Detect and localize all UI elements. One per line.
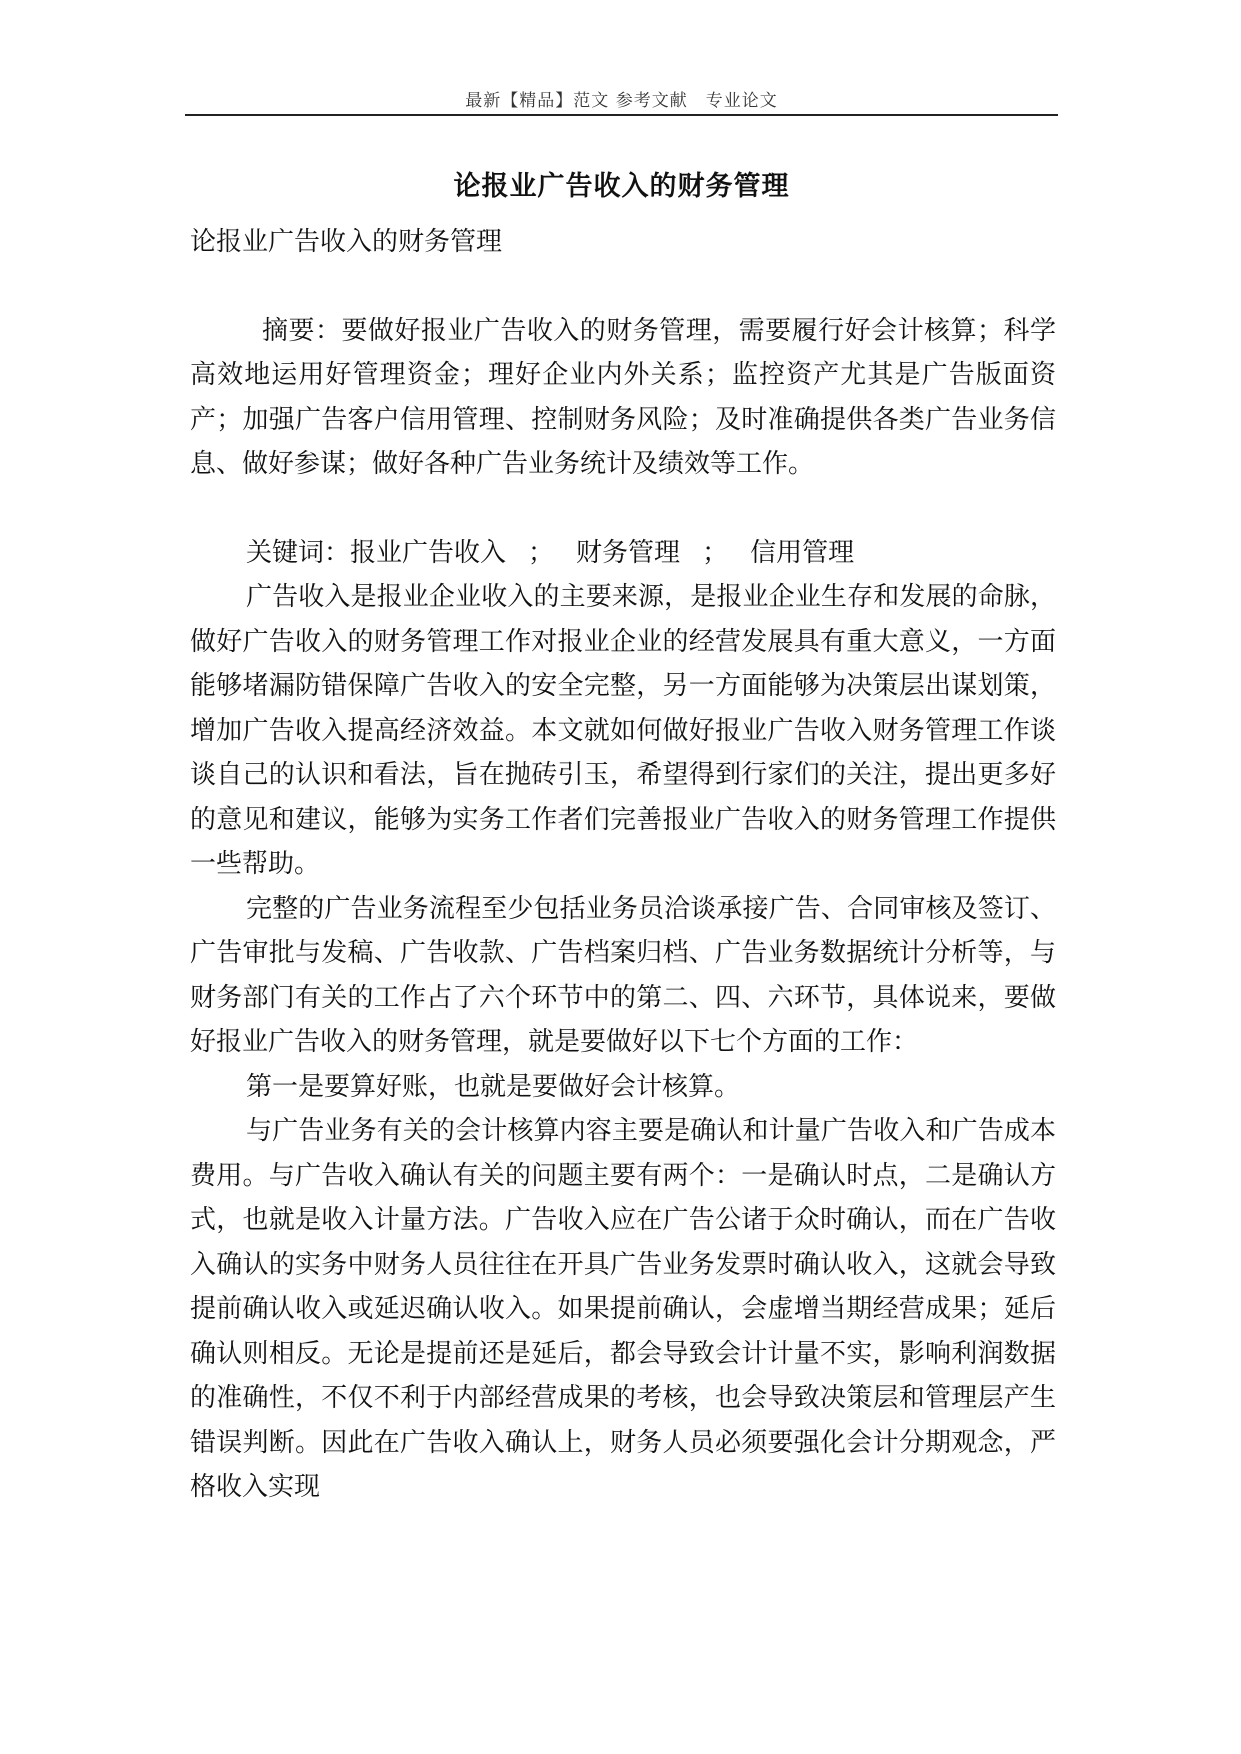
keywords-line bbox=[190, 531, 1056, 576]
keyword-item: 信用管理 bbox=[750, 537, 855, 568]
body-paragraph: 广告收入是报业企业收入的主要来源，是报业企业生存和发展的命脉，做好广告收入的财务管理工作对报业企业的经营发展具有重大意义，一方面能够堵漏防错保障广告收入的安全完整，另一方面能够为决策层出谋划策，增加广告收入提高经济效益。本文就如何做好报业广告收入财务管理工作谈谈自己的认识和看法，旨在抛砖引玉，希望得到行家们的关注，提出更多好的意见和建议，能够为实务工作者们完善报业广告收入的财务管理工作提供一些帮助。 bbox=[190, 582, 1056, 879]
document-body bbox=[190, 220, 1056, 1510]
body-paragraph: 与广告业务有关的会计核算内容主要是确认和计量广告收入和广告成本费用。与广告收入确认有关的问题主要有两个：一是确认时点，二是确认方式，也就是收入计量方法。广告收入应在广告公诸于众时确认，而在广告收入确认的实务中财务人员往往在开具广告业务发票时确认收入，这就会导致提前确认收入或延迟确认收入。如果提前确认，会虚增当期经营成果；延后确认则相反。无论是提前还是延后，都会导致会计计量不实，影响利润数据的准确性，不仅不利于内部经营成果的考核，也会导致决策层和管理层产生错误判断。因此在广告收入确认上，财务人员必须要强化会计分期观念，严格收入实现 bbox=[190, 1116, 1056, 1502]
header-divider bbox=[185, 114, 1058, 116]
body-paragraph: 第一是要算好账，也就是要做好会计核算。 bbox=[246, 1071, 741, 1102]
document-title: 论报业广告收入的财务管理 bbox=[453, 171, 790, 202]
body-paragraph: 完整的广告业务流程至少包括业务员洽谈承接广告、合同审核及签订、广告审批与发稿、广告收款、广告档案归档、广告业务数据统计分析等，与财务部门有关的工作占了六个环节中的第二、四、六环节，具体说来，要做好报业广告收入的财务管理，就是要做好以下七个方面的工作： bbox=[190, 893, 1056, 1057]
keyword-item: 财务管理 bbox=[576, 537, 681, 568]
page-header: 最新【精品】范文 参考文献 专业论文 bbox=[465, 91, 778, 111]
abstract-paragraph: 摘要：要做好报业广告收入的财务管理，需要履行好会计核算；科学高效地运用好管理资金；理好企业内外关系；监控资产尤其是广告版面资产；加强广告客户信用管理、控制财务风险；及时准确提供各类广告业务信息、做好参谋；做好各种广告业务统计及绩效等工作。 bbox=[190, 315, 1056, 479]
keywords-label: 关键词： bbox=[246, 537, 351, 568]
subtitle: 论报业广告收入的财务管理 bbox=[190, 227, 503, 257]
keyword-item: 报业广告收入 bbox=[350, 537, 507, 568]
keyword-separator: ； bbox=[528, 537, 555, 568]
keyword-separator: ； bbox=[702, 537, 729, 568]
